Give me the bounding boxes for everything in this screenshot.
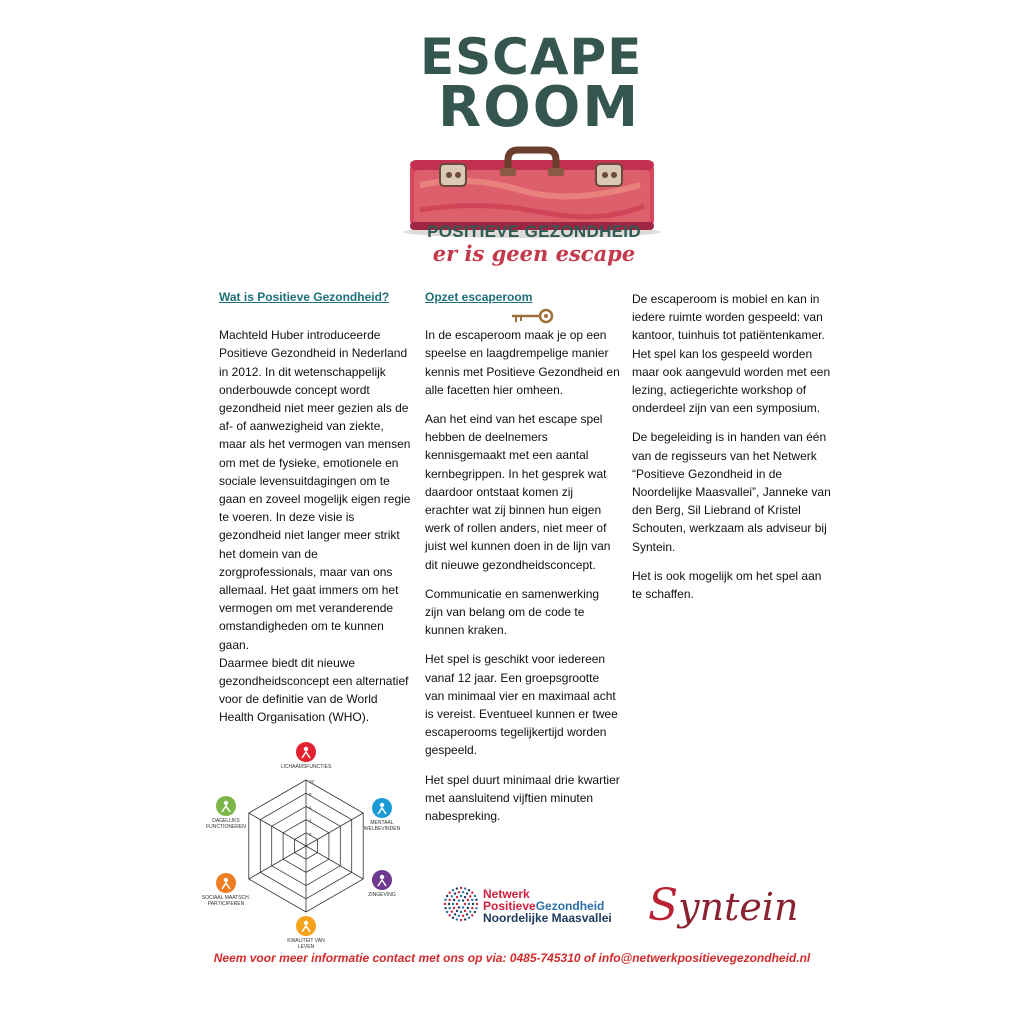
paragraph: Daarmee biedt dit nieuwe gezondheidsconcept een alternatief voor de definitie van de World Health Organisation (WHO). xyxy=(219,655,409,725)
logo-dot xyxy=(472,903,474,905)
logo-dot xyxy=(462,899,464,901)
syntein-logo: Syntein xyxy=(648,880,799,931)
logo-dot xyxy=(452,903,454,905)
web-spoke xyxy=(306,846,363,879)
dimension-label: FUNCTIONEREN xyxy=(206,824,246,830)
logo-dot xyxy=(462,915,464,917)
web-spoke xyxy=(249,813,306,846)
logo-dot xyxy=(458,891,460,893)
logo-dot xyxy=(454,913,456,915)
escape-room-hero xyxy=(400,22,664,274)
logo-dot xyxy=(471,907,473,909)
person-icon xyxy=(380,875,384,879)
scale-tick-label: 6 xyxy=(309,805,312,811)
logo-dot xyxy=(468,889,470,891)
logo-dot xyxy=(448,914,450,916)
logo-dot xyxy=(456,918,458,920)
logo-dot xyxy=(456,903,458,905)
contact-footer: Neem voor meer informatie contact met ons op via: 0485-745310 of info@netwerkpositievegezondheid.nl xyxy=(213,951,811,965)
logo-dot xyxy=(448,891,450,893)
person-icon xyxy=(304,747,308,751)
logo-dot xyxy=(449,907,451,909)
logo-dot xyxy=(476,903,478,905)
netwerk-logo: Netwerk PositieveGezondheid Noordelijke Maasvallei xyxy=(443,884,633,924)
dimension-label: LEVEN xyxy=(297,944,315,948)
dotted-circle-icon xyxy=(443,886,479,922)
paragraph: De begeleiding is in handen van één van de regisseurs van het Netwerk “Positieve Gezondheid in de Noordelijke Maasvallei”, Janneke van den Berg, Sil Liebrand of Kristel Schouten, werkzaam als adviseur bij Syntein. xyxy=(632,430,831,554)
logo-dot xyxy=(466,892,468,894)
scale-tick-label: 10 xyxy=(309,779,315,784)
column-info xyxy=(632,290,832,614)
dimension-label: KWALITEIT VAN xyxy=(287,938,325,944)
logo-dot xyxy=(458,899,460,901)
dimension-label: MENTAAL xyxy=(370,820,394,826)
person-icon xyxy=(304,921,308,925)
logo-dot xyxy=(467,907,469,909)
logo-dot xyxy=(475,907,477,909)
logo-dot xyxy=(460,887,462,889)
paragraph: Het spel is geschikt voor iedereen vanaf 12 jaar. Een groepsgrootte van minimaal vier en maximaal acht is vereist. Eventueel kunnen er twee escaperooms tegelijkertijd worden gespeeld. xyxy=(425,652,618,758)
logo-dot xyxy=(471,891,473,893)
key-decoration xyxy=(425,306,620,326)
logo-dot xyxy=(466,913,468,915)
heading-what-is: Wat is Positieve Gezondheid? xyxy=(219,290,390,304)
scale-tick-label: 2 xyxy=(309,831,312,837)
scale-tick-label: 4 xyxy=(309,818,312,824)
logo-dot xyxy=(451,895,453,897)
title-escape: ESCAPE xyxy=(420,28,643,86)
logo-dot xyxy=(471,914,473,916)
paragraph: De escaperoom is mobiel en kan in iedere ruimte worden gespeeld: van kantoor, tuinhuis tot patiëntenkamer. Het spel kan los gespeeld worden maar ook aangevuld worden met een lezing, actiegerichte workshop of onderdeel zijn van een symposium. xyxy=(632,292,831,416)
logo-dot xyxy=(468,917,470,919)
logo-dot xyxy=(469,911,471,913)
key-spacer xyxy=(219,306,414,326)
logo-dot xyxy=(464,903,466,905)
logo-dot xyxy=(474,911,476,913)
logo-dot xyxy=(464,910,466,912)
positive-health-spider-web xyxy=(200,738,412,948)
logo-dot xyxy=(453,899,455,901)
person-icon xyxy=(224,878,228,882)
logo-dot xyxy=(451,911,453,913)
logo-dot xyxy=(464,918,466,920)
logo-dot xyxy=(444,903,446,905)
paragraph: Machteld Huber introduceerde Positieve Gezondheid in Nederland in 2012. In dit wetenschappelijk onderbouwde concept wordt gezondheid niet meer gezien als de af- of aanwezigheid van ziekte, maar als het vermogen van mensen om met de fysieke, emotionele en sociale levensuitdagingen om te gaan en zoveel mogelijk eigen regie te voeren. In deze visie is gezondheid niet langer meer strikt het domein van de zorgprofessionals, maar van ons allemaal. Het gaat immers om het vermogen om met veranderende omstandigheden om te kunnen gaan. xyxy=(219,328,411,652)
scale-tick-label: 8 xyxy=(309,792,312,798)
logo-dot xyxy=(444,907,446,909)
dimension-label: PARTICIPEREN xyxy=(207,901,245,907)
logo-dot xyxy=(464,887,466,889)
logo-dot xyxy=(444,899,446,901)
dimension-label: LICHAAMSFUNCTIES xyxy=(280,764,332,770)
hero-subtitle: POSITIEVE GEZONDHEID xyxy=(427,222,641,241)
logo-dot xyxy=(452,889,454,891)
logo-dot xyxy=(446,911,448,913)
dimension-label: ZINGEVING xyxy=(368,892,396,898)
logo-dot xyxy=(454,892,456,894)
logo-dot xyxy=(453,907,455,909)
web-spoke xyxy=(306,813,363,846)
logo-dot xyxy=(467,899,469,901)
dimension-label: SOCIAAL MAATSCH. xyxy=(201,895,251,901)
logo-dot xyxy=(469,895,471,897)
title-room: ROOM xyxy=(438,75,641,140)
paragraph: Aan het eind van het escape spel hebben de deelnemers kennisgemaakt met een aantal kernbegrippen. In het gesprek wat daardoor ontstaat komen zij erachter wat zij binnen hun eigen werk of rollen anders, niet meer of juist wel kunnen doen in de lijn van dit nieuwe gezondheidsconcept. xyxy=(425,412,611,572)
logo-dot xyxy=(460,911,462,913)
logo-dot xyxy=(448,903,450,905)
web-spoke xyxy=(249,846,306,879)
dimension-label: DAGELIJKS xyxy=(212,818,240,824)
heading-opzet: Opzet escaperoom xyxy=(425,290,533,304)
logo-dot xyxy=(460,919,462,921)
column-opzet xyxy=(425,288,620,836)
dimension-label: WELBEVINDEN xyxy=(363,826,401,832)
hero-tagline: er is geen escape xyxy=(432,241,636,266)
logo-dot xyxy=(446,895,448,897)
person-icon xyxy=(224,801,228,805)
logo-dot xyxy=(460,895,462,897)
logo-dot xyxy=(456,887,458,889)
logo-dot xyxy=(452,917,454,919)
logo-dot xyxy=(462,906,464,908)
logo-dot xyxy=(468,903,470,905)
logo-dot xyxy=(456,910,458,912)
logo-dot xyxy=(458,915,460,917)
column-what-is xyxy=(219,288,414,738)
person-icon xyxy=(380,803,384,807)
paragraph: In de escaperoom maak je op een speelse en laagdrempelige manier kennis met Positieve Gezondheid en alle facetten hier omheen. xyxy=(425,328,620,397)
logo-dot xyxy=(475,899,477,901)
paragraph: Het spel duurt minimaal drie kwartier met aansluitend vijftien minuten nabespreking. xyxy=(425,772,620,824)
logo-dot xyxy=(458,906,460,908)
paragraph: Communicatie en samenwerking zijn van belang om de code te kunnen kraken. xyxy=(425,586,600,638)
logo-dot xyxy=(449,899,451,901)
logo-dot xyxy=(471,899,473,901)
paragraph: Het is ook mogelijk om het spel aan te schaffen. xyxy=(632,568,822,602)
logo-dot xyxy=(456,896,458,898)
logo-dot xyxy=(462,891,464,893)
key-icon xyxy=(510,308,556,324)
logo-dot xyxy=(474,895,476,897)
logo-dot xyxy=(464,896,466,898)
